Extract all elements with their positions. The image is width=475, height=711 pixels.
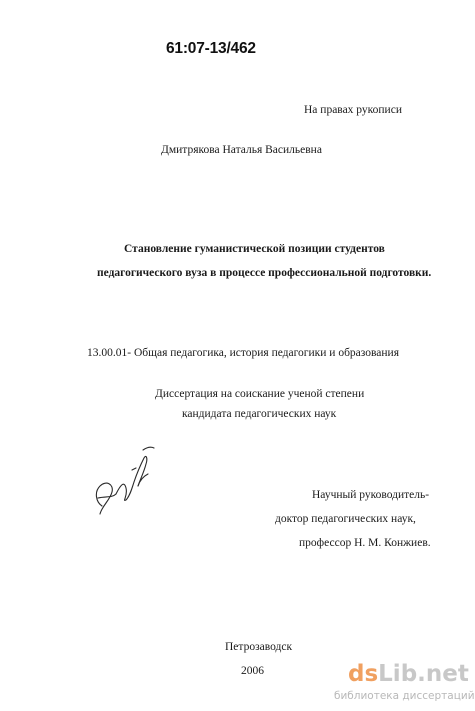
author-name: Дмитрякова Наталья Васильевна	[161, 144, 322, 156]
degree-line-2: кандидата педагогических наук	[182, 408, 337, 420]
watermark-logo-lib: Lib	[378, 661, 418, 687]
city: Петрозаводск	[225, 641, 293, 653]
watermark-logo-tld: .net	[417, 661, 469, 687]
supervisor-line-2: доктор педагогических наук,	[275, 513, 416, 525]
signature-icon	[88, 440, 158, 520]
degree-line-1: Диссертация на соискание ученой степени	[155, 388, 365, 400]
watermark-logo-ds: ds	[348, 661, 379, 687]
watermark-subtitle: библиотека диссертаций	[334, 690, 475, 702]
watermark[interactable]	[334, 660, 475, 706]
specialty-line: 13.00.01- Общая педагогика, история педагогики и образования	[87, 347, 399, 359]
supervisor-line-3: профессор Н. М. Конжиев.	[299, 537, 431, 549]
title-line-1: Становление гуманистической позиции студентов	[124, 243, 385, 255]
year: 2006	[241, 665, 264, 677]
supervisor-line-1: Научный руководитель-	[312, 489, 430, 501]
title-line-2: педагогического вуза в процессе профессиональной подготовки.	[97, 267, 432, 279]
archive-code: 61:07-13/462	[166, 40, 256, 57]
watermark-logo[interactable]	[348, 660, 469, 688]
rights-note: На правах рукописи	[304, 104, 402, 116]
